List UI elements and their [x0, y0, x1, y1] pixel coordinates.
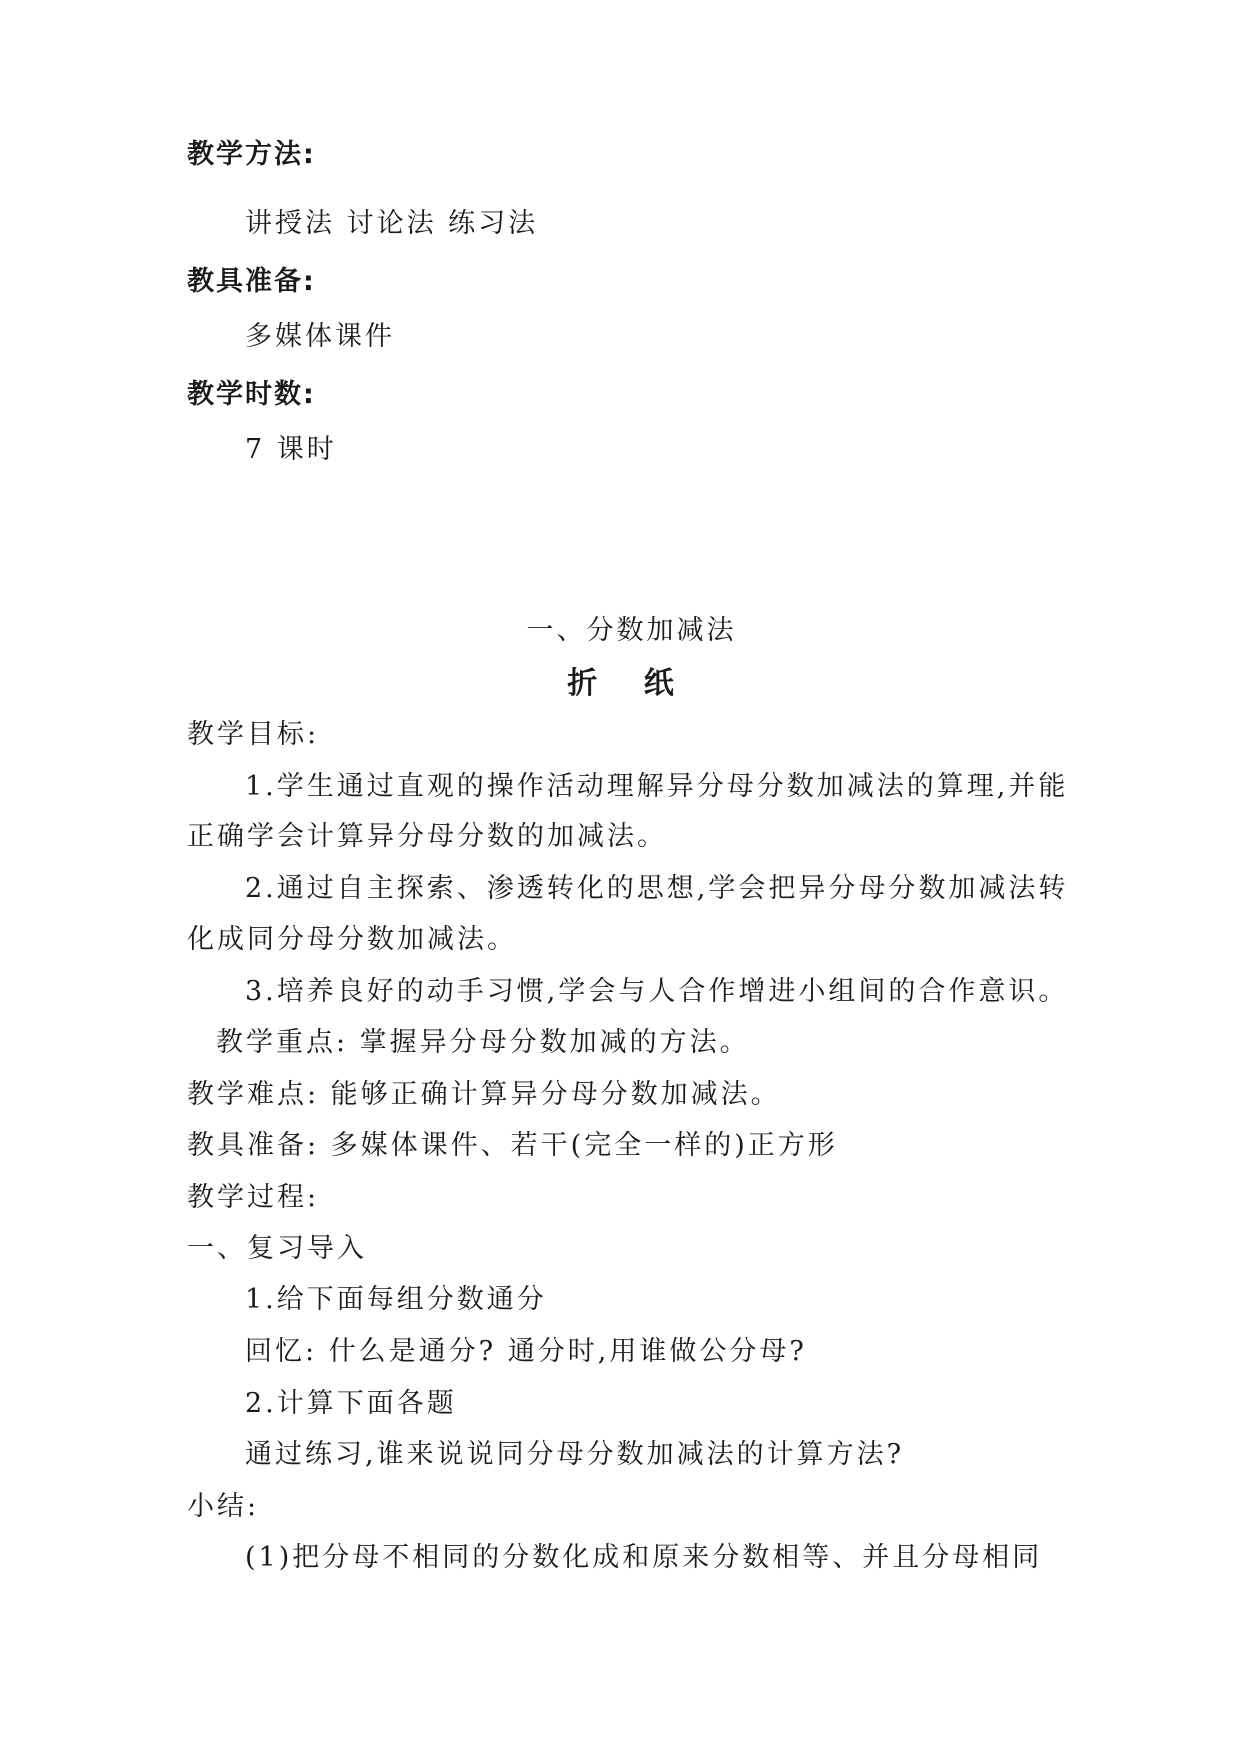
- methods-text: 讲授法 讨论法 练习法: [245, 208, 539, 239]
- process-step-2: 2.计算下面各题: [245, 1388, 457, 1419]
- teaching-aids: 教具准备: 多媒体课件、若干(完全一样的)正方形: [187, 1130, 838, 1161]
- lesson-title: 折 纸: [567, 666, 692, 701]
- hours-text: 7 课时: [245, 434, 337, 465]
- goals-heading: 教学目标:: [187, 719, 320, 750]
- goal-item-1-line-2: 正确学会计算异分母分数的加减法。: [187, 821, 667, 852]
- goal-item-1-line-1: 1.学生通过直观的操作活动理解异分母分数加减法的算理,并能: [245, 771, 1069, 802]
- goal-item-2-line-2: 化成同分母分数加减法。: [187, 924, 517, 955]
- methods-heading: 教学方法:: [187, 139, 316, 170]
- summary-item-1: (1)把分母不相同的分数化成和原来分数相等、并且分母相同: [245, 1542, 1043, 1573]
- goal-item-2-line-1: 2.通过自主探索、渗透转化的思想,学会把异分母分数加减法转: [245, 873, 1069, 904]
- hours-heading: 教学时数:: [187, 379, 316, 410]
- process-step-1: 1.给下面每组分数通分: [245, 1284, 547, 1315]
- key-point: 教学重点: 掌握异分母分数加减的方法。: [216, 1027, 750, 1058]
- process-section-1: 一、复习导入: [187, 1233, 367, 1264]
- goal-item-3: 3.培养良好的动手习惯,学会与人合作增进小组间的合作意识。: [245, 976, 1069, 1007]
- process-practice: 通过练习,谁来说说同分母分数加减法的计算方法?: [245, 1439, 905, 1470]
- process-recall: 回忆: 什么是通分? 通分时,用谁做公分母?: [245, 1336, 807, 1367]
- tools-text: 多媒体课件: [245, 321, 395, 352]
- difficult-point: 教学难点: 能够正确计算异分母分数加减法。: [187, 1079, 781, 1110]
- process-heading: 教学过程:: [187, 1182, 320, 1213]
- unit-title: 一、分数加减法: [526, 615, 737, 646]
- summary-heading: 小结:: [187, 1491, 260, 1522]
- tools-heading: 教具准备:: [187, 266, 316, 297]
